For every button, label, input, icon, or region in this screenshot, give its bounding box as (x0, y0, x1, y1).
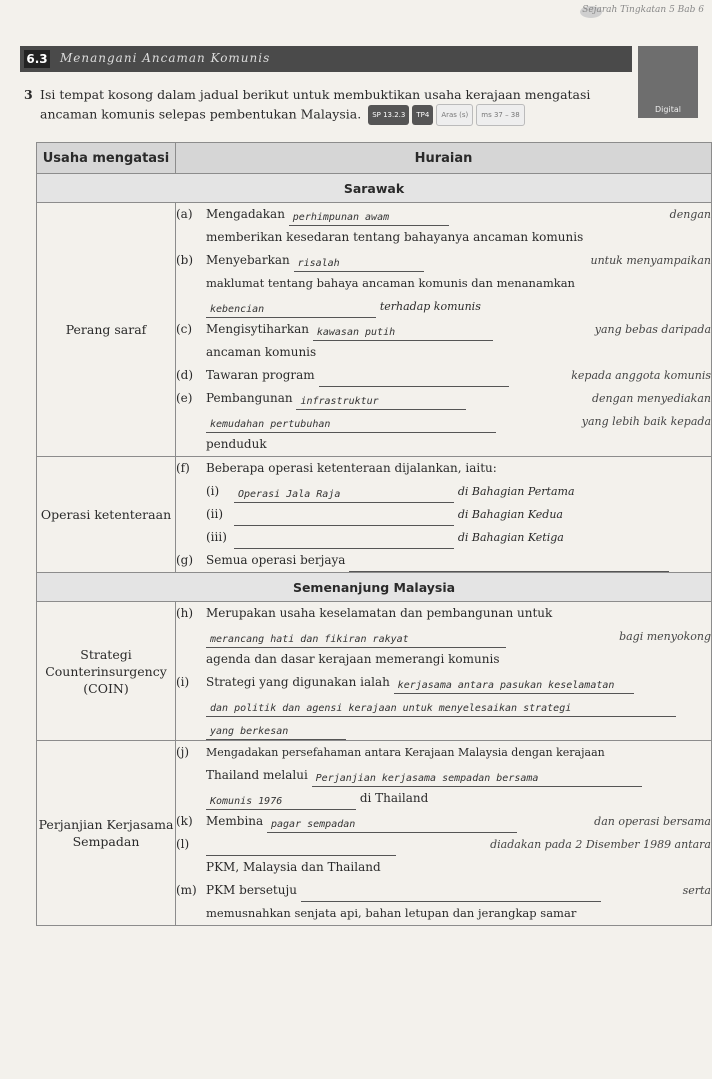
digital-badge (638, 46, 698, 118)
item-text: Strategi yang digunakan ialah (206, 675, 390, 689)
answer-blank-i3[interactable]: yang berkesan (206, 724, 346, 740)
answer-blank-b2[interactable]: kebencian (206, 302, 376, 318)
section-title: Menangani Ancaman Komunis (60, 51, 271, 65)
answer-blank-e[interactable]: infrastruktur (296, 394, 466, 410)
item-text: kepada anggota komunis (571, 369, 711, 382)
answer-blank-j2[interactable]: Komunis 1976 (206, 794, 356, 810)
item-text: dengan (669, 208, 711, 221)
item-text: dengan menyediakan (592, 392, 711, 405)
tag-aras: Aras (s) (436, 104, 473, 126)
item-text: Menyebarkan (206, 253, 290, 267)
item-text: Thailand melalui (206, 768, 308, 782)
question-number: 3 (24, 87, 33, 102)
section-heading (20, 46, 632, 72)
item-text: Mengisytiharkan (206, 322, 310, 336)
item-key: (ii) (206, 507, 224, 521)
item-text: diadakan pada 2 Disember 1989 antara (490, 838, 711, 851)
band-semenanjung: Semenanjung Malaysia (37, 573, 712, 602)
col-header-usaha: Usaha mengatasi (37, 143, 176, 174)
row-label-strategi: Strategi Counterinsurgency (COIN) (37, 602, 176, 741)
question (24, 86, 624, 126)
item-key: (b) (176, 253, 194, 267)
answer-blank-i2[interactable]: dan politik dan agensi kerajaan untuk menyelesaikan strategi (206, 701, 676, 717)
item-key: (i) (176, 675, 190, 689)
tag-sp: SP 13.2.3 (368, 105, 409, 125)
answer-blank-b[interactable]: risalah (294, 256, 424, 272)
answer-blank-e2[interactable]: kemudahan pertubuhan (206, 417, 496, 433)
answer-blank-j[interactable]: Perjanjian kerjasama sempadan bersama (312, 771, 642, 787)
item-text: yang lebih baik kepada (581, 415, 711, 428)
item-key: (l) (176, 837, 190, 851)
item-key: (f) (176, 461, 190, 475)
answer-blank-k[interactable]: pagar sempadan (267, 817, 517, 833)
col-header-huraian: Huraian (176, 143, 712, 174)
perjanjian-content (176, 741, 712, 926)
item-cont: ancaman komunis (206, 345, 317, 359)
item-key: (iii) (206, 530, 227, 544)
item-text: di Bahagian Kedua (457, 508, 563, 521)
item-key: (e) (176, 391, 193, 405)
section-number: 6.3 (24, 50, 50, 68)
answer-blank-f-i[interactable]: Operasi Jala Raja (234, 487, 454, 503)
running-header: Sejarah Tingkatan 5 Bab 6 (582, 5, 704, 15)
item-cont: PKM, Malaysia dan Thailand (206, 860, 381, 874)
item-text: Merupakan usaha keselamatan dan pembangunan untuk (206, 606, 553, 620)
question-text: Isi tempat kosong dalam jadual berikut untuk membuktikan usaha kerajaan mengatasi ancaman komunis selepas pembentukan Malaysia. (40, 87, 591, 122)
item-key: (i) (206, 484, 220, 498)
item-cont: penduduk (206, 437, 267, 451)
strategi-content (176, 602, 712, 741)
item-key: (d) (176, 368, 194, 382)
item-text: yang bebas daripada (594, 323, 711, 336)
answer-blank-f-iii[interactable] (234, 533, 454, 549)
answer-blank-d[interactable] (319, 371, 509, 387)
item-text: Mengadakan (206, 207, 285, 221)
answer-blank-a[interactable]: perhimpunan awam (289, 210, 449, 226)
item-text: Mengadakan persefahaman antara Kerajaan Malaysia dengan kerajaan (206, 746, 605, 759)
item-text: serta (682, 884, 711, 897)
item-text: bagi menyokong (619, 630, 711, 643)
item-cont: agenda dan dasar kerajaan memerangi komunis (206, 652, 500, 666)
row-label-perjanjian: Perjanjian Kerjasama Sempadan (37, 741, 176, 926)
answer-blank-h[interactable]: merancang hati dan fikiran rakyat (206, 632, 506, 648)
item-cont: maklumat tentang bahaya ancaman komunis dan menanamkan (206, 276, 575, 290)
answer-blank-f-ii[interactable] (234, 510, 454, 526)
tag-tp: TP4 (412, 105, 433, 125)
item-key: (h) (176, 606, 194, 620)
answer-blank-m[interactable] (301, 886, 601, 902)
item-text: di Bahagian Ketiga (457, 531, 564, 544)
item-text: PKM bersetuju (206, 883, 297, 897)
row-label-perang-saraf: Perang saraf (37, 203, 176, 457)
item-key: (k) (176, 814, 193, 828)
item-text: terhadap komunis (379, 300, 481, 313)
item-text: Beberapa operasi ketenteraan dijalankan, iaitu: (206, 461, 497, 475)
item-text: Semua operasi berjaya (206, 553, 346, 567)
item-key: (j) (176, 745, 190, 759)
question-tags (365, 104, 525, 126)
operasi-content (176, 457, 712, 573)
item-text: Membina (206, 814, 264, 828)
item-key: (g) (176, 553, 194, 567)
perang-saraf-content (176, 203, 712, 457)
answer-blank-i[interactable]: kerjasama antara pasukan keselamatan (394, 678, 634, 694)
answer-table (36, 142, 712, 926)
item-text: Tawaran program (206, 368, 315, 382)
item-text: dan operasi bersama (594, 815, 711, 828)
item-text: untuk menyampaikan (590, 254, 711, 267)
item-text: Pembangunan (206, 391, 293, 405)
answer-blank-g[interactable] (349, 556, 669, 572)
item-key: (m) (176, 883, 197, 897)
answer-blank-c[interactable]: kawasan putih (313, 325, 493, 341)
item-text: di Thailand (359, 791, 429, 805)
top-bar (0, 0, 712, 30)
digital-badge-label: Digital (655, 105, 681, 114)
row-label-operasi: Operasi ketenteraan (37, 457, 176, 573)
item-text: di Bahagian Pertama (457, 485, 575, 498)
item-key: (a) (176, 207, 193, 221)
item-key: (c) (176, 322, 193, 336)
item-cont: memberikan kesedaran tentang bahayanya ancaman komunis (206, 230, 584, 244)
item-cont: memusnahkan senjata api, bahan letupan dan jerangkap samar (206, 906, 577, 920)
answer-blank-l[interactable] (206, 840, 396, 856)
band-sarawak: Sarawak (37, 174, 712, 203)
tag-pages: ms 37 – 38 (476, 104, 524, 126)
